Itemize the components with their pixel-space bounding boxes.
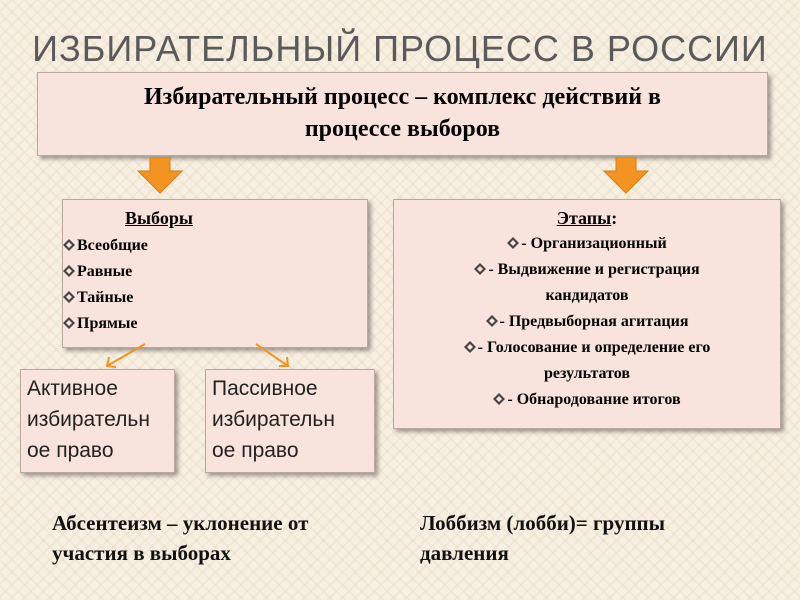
stage-text: результатов — [543, 365, 631, 382]
absenteeism-text — [52, 508, 392, 568]
passive-right-box — [205, 369, 375, 473]
diamond-bullet-icon — [493, 393, 505, 405]
stage-text: - Выдвижение и регистрация — [488, 261, 700, 278]
stage-text: - Обнародование итогов — [507, 391, 681, 408]
list-item — [63, 233, 367, 259]
active-right-line: Активное — [27, 377, 118, 400]
down-arrow-icon — [136, 157, 184, 195]
stage-line — [394, 387, 780, 413]
passive-right-line: ое право — [212, 439, 299, 462]
passive-right-line: избирательн — [212, 408, 335, 431]
stages-heading-text: Этапы — [556, 208, 612, 228]
active-right-line: избирательн — [27, 408, 150, 431]
diamond-bullet-icon — [63, 239, 75, 251]
diamond-bullet-icon — [474, 263, 486, 275]
passive-right-line: Пассивное — [212, 377, 318, 400]
diamond-bullet-icon — [63, 317, 75, 329]
lobbyism-line-2: давления — [420, 541, 509, 565]
stages-heading-colon: : — [611, 208, 618, 228]
definition-box — [37, 72, 768, 156]
elections-item: Прямые — [77, 315, 138, 332]
diamond-bullet-icon — [63, 265, 75, 277]
down-arrow-icon — [602, 157, 650, 195]
diamond-bullet-icon — [63, 291, 75, 303]
lobbyism-text — [420, 508, 760, 568]
stages-box — [393, 199, 781, 429]
diamond-bullet-icon — [486, 315, 498, 327]
diamond-bullet-icon — [507, 237, 519, 249]
list-item — [63, 311, 367, 337]
stage-text: кандидатов — [545, 287, 629, 304]
connector-arrow-icon — [95, 340, 155, 372]
stage-line — [394, 335, 780, 361]
lobbyism-line-1: Лоббизм (лобби)= группы — [420, 511, 666, 535]
stages-heading — [394, 208, 780, 229]
stage-text: - Голосование и определение его — [477, 339, 711, 356]
active-right-line: ое право — [27, 439, 114, 462]
definition-line-2: процессе выборов — [304, 116, 501, 142]
stage-line — [394, 257, 780, 283]
elections-item: Тайные — [77, 289, 134, 306]
list-item — [63, 259, 367, 285]
connector-arrow-icon — [250, 340, 300, 372]
absenteeism-line-1: Абсентеизм – уклонение от — [52, 511, 309, 535]
elections-item: Равные — [77, 263, 133, 280]
active-right-box — [20, 369, 175, 473]
elections-item: Всеобщие — [77, 237, 148, 254]
stage-line — [394, 283, 780, 309]
stage-line — [394, 309, 780, 335]
stage-text: - Организационный — [521, 235, 667, 252]
list-item — [63, 285, 367, 311]
absenteeism-line-2: участия в выборах — [52, 541, 231, 565]
definition-line-1: Избирательный процесс – комплекс действий в — [144, 84, 661, 110]
diamond-bullet-icon — [464, 341, 476, 353]
stage-line — [394, 361, 780, 387]
stage-text: - Предвыборная агитация — [499, 313, 689, 330]
stage-line — [394, 231, 780, 257]
page-title: ИЗБИРАТЕЛЬНЫЙ ПРОЦЕСС В РОССИИ — [32, 28, 768, 69]
elections-box — [62, 199, 368, 348]
elections-heading: Выборы — [125, 208, 193, 228]
